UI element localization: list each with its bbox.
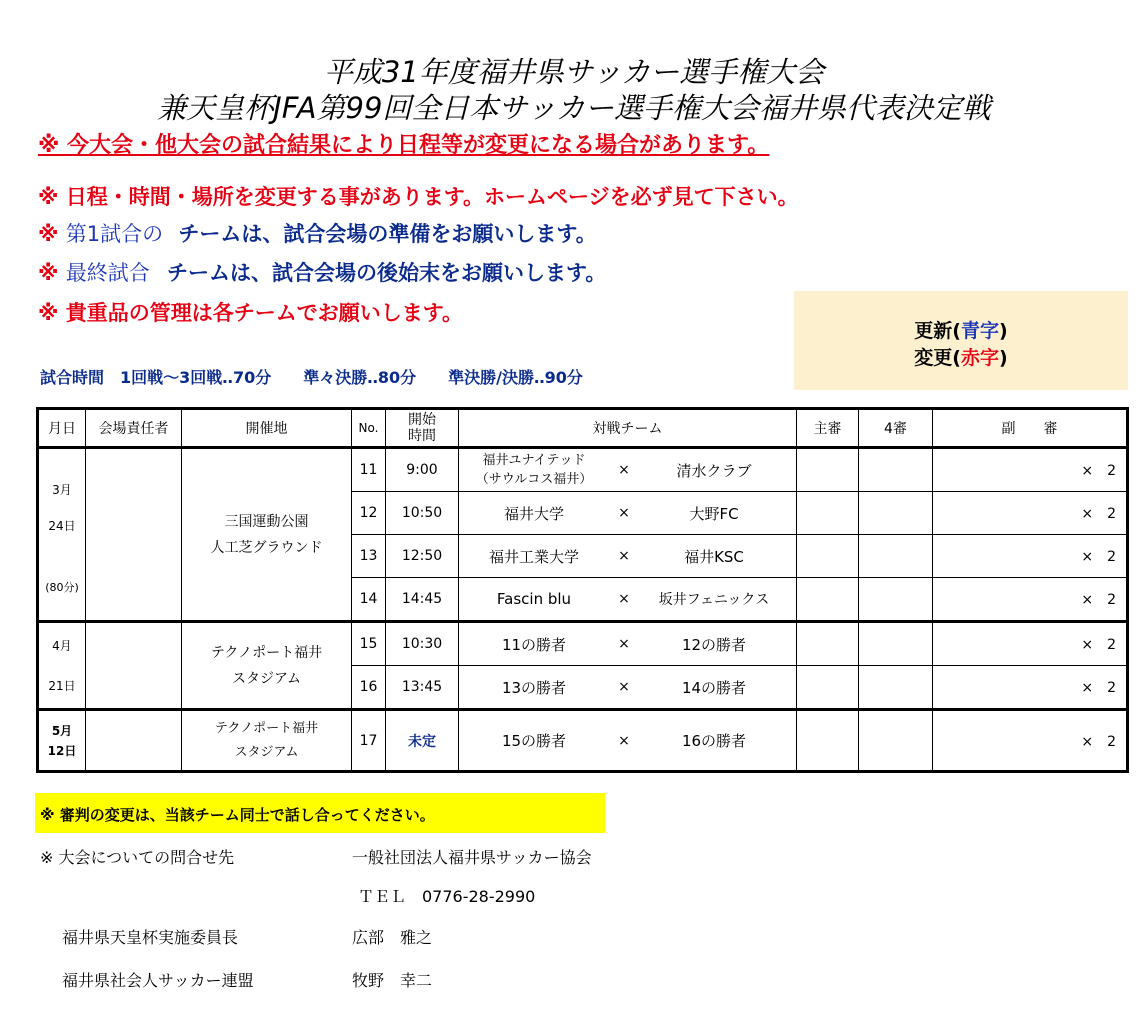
team1: 福井大学: [503, 504, 564, 523]
header-no: No.: [352, 409, 386, 448]
vs-mark: ×: [618, 679, 630, 695]
league-label: 福井県社会人サッカー連盟: [62, 971, 254, 990]
team2: 12の勝者: [681, 635, 747, 654]
header-date: 月日: [38, 409, 86, 448]
fourth-cell: [859, 710, 933, 772]
fourth-cell: [859, 448, 933, 492]
notice-mark: ※: [38, 222, 59, 246]
header-assistant: 副 審: [933, 409, 1128, 448]
vs-mark: ×: [618, 636, 630, 652]
match-no: 13: [352, 535, 386, 578]
table-row: [38, 448, 1128, 492]
assistant-cell: × 2: [933, 578, 1128, 622]
manager-cell: [86, 622, 182, 710]
vs-mark: ×: [618, 591, 630, 607]
fourth-cell: [859, 535, 933, 578]
match-teams: [459, 492, 797, 535]
assistant-cell: × 2: [933, 535, 1128, 578]
manager-cell: [86, 448, 182, 622]
color-legend: [794, 291, 1128, 390]
date-day: 21日: [48, 678, 76, 693]
notice-valuables: ※ 貴重品の管理は各チームでお願いします。: [38, 301, 464, 325]
header-teams: 対戦チーム: [459, 409, 797, 448]
match-teams: [459, 448, 797, 492]
vs-mark: ×: [618, 462, 630, 478]
notice-last-text: チームは、試合会場の後始末をお願いします。: [167, 261, 607, 285]
referee-cell: [797, 622, 859, 666]
header-referee: 主審: [797, 409, 859, 448]
schedule-table: [36, 407, 1129, 773]
header-manager: 会場責任者: [86, 409, 182, 448]
team1: Fascin blu: [496, 590, 572, 608]
chair-label: 福井県天皇杯実施委員長: [62, 928, 239, 947]
referee-cell: [797, 578, 859, 622]
date-month: 5月: [51, 723, 73, 738]
notice-first-label: 第1試合の: [65, 222, 164, 246]
date-cell: [38, 710, 86, 772]
chair-name: 広部 雅之: [352, 928, 433, 947]
table-row: [38, 622, 1128, 666]
date-month: 3月: [52, 483, 72, 497]
match-time-info: 試合時間 1回戦～3回戦‥70分 準々決勝‥80分 準決勝/決勝‥90分: [40, 368, 583, 387]
vs-mark: ×: [618, 548, 630, 564]
match-teams: [459, 666, 797, 710]
assistant-cell: × 2: [933, 666, 1128, 710]
team1: 福井ユナイテッド: [482, 453, 586, 468]
duration-note: (80分): [45, 581, 79, 594]
assistant-cell: × 2: [933, 448, 1128, 492]
notice-last-label: 最終試合: [65, 261, 150, 285]
inquiry-label: ※ 大会についての問合せ先: [40, 848, 235, 867]
notice-check-homepage: ※ 日程・時間・場所を変更する事があります。ホームページを必ず見て下さい。: [38, 185, 799, 209]
inquiry-tel: ＴＥＬ 0776-28-2990: [358, 887, 536, 906]
match-time: 10:30: [386, 622, 459, 666]
fourth-cell: [859, 666, 933, 710]
notice-first-match: [38, 218, 597, 248]
fourth-cell: [859, 492, 933, 535]
assistant-cell: × 2: [933, 492, 1128, 535]
notice-first-text: チームは、試合会場の準備をお願いします。: [178, 222, 597, 246]
match-no: 15: [352, 622, 386, 666]
fourth-cell: [859, 622, 933, 666]
header-start-time: 開始 時間: [386, 409, 459, 448]
venue-cell: テクノポート福井 スタジアム: [182, 710, 352, 772]
assistant-cell: × 2: [933, 622, 1128, 666]
date-cell: [38, 622, 86, 710]
match-time: 9:00: [386, 448, 459, 492]
match-no: 17: [352, 710, 386, 772]
page-title: 平成31年度福井県サッカー選手権大会: [323, 55, 825, 89]
team1: 15の勝者: [501, 732, 567, 750]
team2: 大野FC: [689, 504, 739, 523]
fourth-cell: [859, 578, 933, 622]
team1-sub: （サウルコス福井）: [475, 472, 593, 487]
team1: 11の勝者: [501, 635, 567, 654]
match-teams: [459, 622, 797, 666]
date-day: 24日: [48, 519, 76, 533]
team1: 13の勝者: [501, 678, 567, 697]
match-time: 12:50: [386, 535, 459, 578]
header-fourth: 4審: [859, 409, 933, 448]
match-time: 10:50: [386, 492, 459, 535]
vs-mark: ×: [618, 732, 630, 749]
referee-cell: [797, 492, 859, 535]
referee-cell: [797, 666, 859, 710]
referee-cell: [797, 448, 859, 492]
notice-mark: ※: [38, 261, 59, 285]
team2: 坂井フェニックス: [658, 592, 770, 608]
inquiry-org: 一般社団法人福井県サッカー協会: [352, 848, 592, 867]
manager-cell: [86, 710, 182, 772]
date-cell: [38, 448, 86, 622]
notice-schedule-change: ※ 今大会・他大会の試合結果により日程等が変更になる場合があります。: [38, 133, 770, 158]
table-row: [38, 710, 1128, 772]
vs-mark: ×: [618, 505, 630, 521]
legend-update: 更新(青字): [914, 320, 1008, 342]
match-time: 13:45: [386, 666, 459, 710]
page-subtitle: 兼天皇杯JFA第99回全日本サッカー選手権大会福井県代表決定戦: [157, 91, 991, 125]
team2: 福井KSC: [684, 547, 744, 566]
team2: 16の勝者: [681, 732, 747, 750]
match-time: 未定: [386, 710, 459, 772]
date-month: 4月: [52, 638, 72, 653]
legend-change: 変更(赤字): [914, 347, 1008, 369]
match-no: 16: [352, 666, 386, 710]
referee-cell: [797, 710, 859, 772]
match-no: 14: [352, 578, 386, 622]
match-teams: [459, 535, 797, 578]
header-venue: 開催地: [182, 409, 352, 448]
date-day: 12日: [47, 743, 77, 758]
referee-note: ※ 審判の変更は、当該チーム同士で話し合ってください。: [40, 806, 435, 824]
team1: 福井工業大学: [488, 547, 579, 566]
referee-cell: [797, 535, 859, 578]
match-no: 12: [352, 492, 386, 535]
team2: 14の勝者: [681, 678, 747, 697]
match-no: 11: [352, 448, 386, 492]
match-teams: [459, 578, 797, 622]
match-teams: [459, 710, 797, 772]
table-header-row: [38, 409, 1128, 448]
notice-last-match: [38, 257, 606, 287]
venue-cell: テクノポート福井 スタジアム: [182, 622, 352, 710]
assistant-cell: × 2: [933, 710, 1128, 772]
team2: 清水クラブ: [676, 461, 752, 480]
match-time: 14:45: [386, 578, 459, 622]
league-name: 牧野 幸二: [352, 971, 433, 990]
venue-cell: 三国運動公園 人工芝グラウンド: [182, 448, 352, 622]
